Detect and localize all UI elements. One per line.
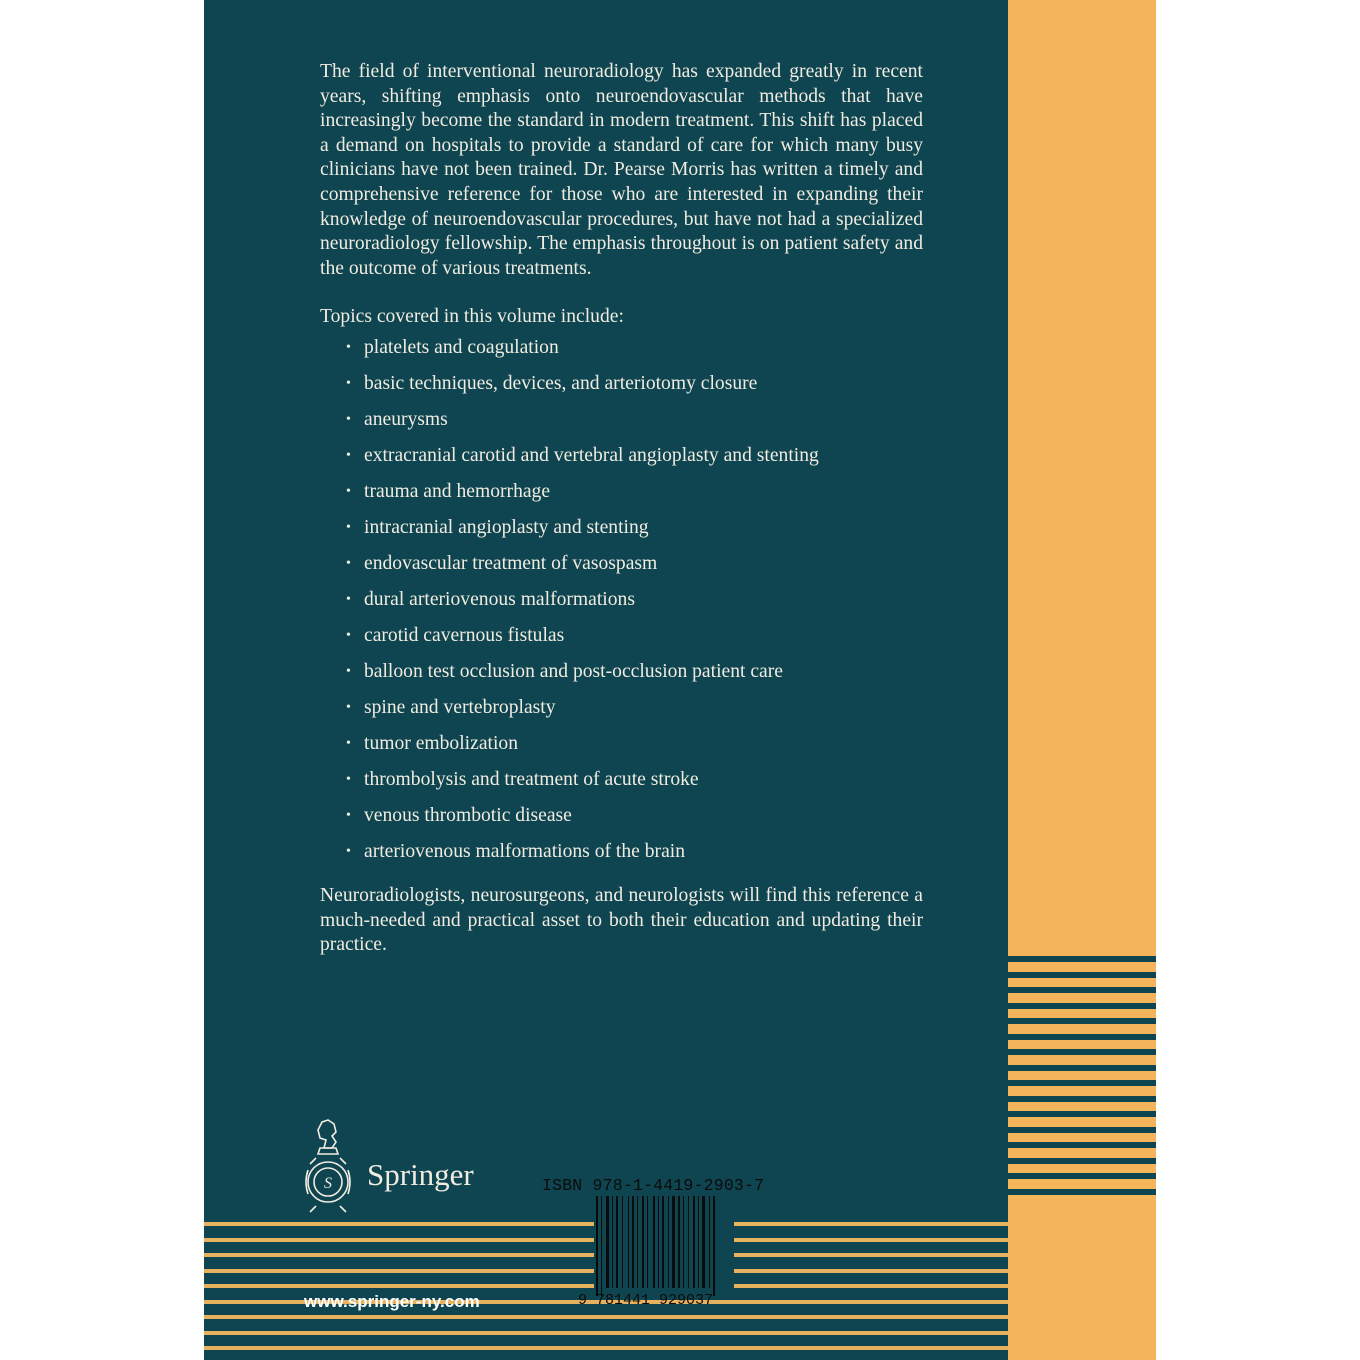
barcode-bar (668, 1196, 669, 1288)
barcode-bar (688, 1196, 689, 1288)
bullet-icon: • (346, 627, 351, 643)
topic-label: extracranial carotid and vertebral angioplasty and stenting (364, 444, 819, 466)
barcode-bar (672, 1196, 675, 1288)
bullet-icon: • (346, 843, 351, 859)
topic-item (320, 474, 923, 510)
bottom-stripe (204, 1331, 1008, 1335)
topics-heading: Topics covered in this volume include: (320, 306, 624, 328)
closing-paragraph: Neuroradiologists, neurosurgeons, and neurologists will find this reference a much-needed and practical asset to both their education and updating their practice. (320, 884, 923, 956)
accent-stripe (1008, 1142, 1156, 1148)
topic-label: carotid cavernous fistulas (364, 624, 565, 646)
accent-stripe (1008, 1049, 1156, 1055)
bottom-stripe (204, 1315, 1008, 1319)
barcode-bar (693, 1196, 695, 1288)
topic-item (320, 726, 923, 762)
barcode-bar (702, 1196, 705, 1288)
topic-label: venous thrombotic disease (364, 804, 572, 826)
barcode-bar (713, 1196, 715, 1296)
accent-stripe (1008, 987, 1156, 993)
bullet-icon: • (346, 483, 351, 499)
publisher-website: www.springer-ny.com (304, 1292, 480, 1311)
topic-label: trauma and hemorrhage (364, 480, 551, 502)
topic-item (320, 834, 923, 870)
topic-label: dural arteriovenous malformations (364, 588, 635, 610)
bullet-icon: • (346, 663, 351, 679)
barcode-bar (622, 1196, 623, 1288)
bullet-icon: • (346, 735, 351, 751)
accent-stripe (1008, 1003, 1156, 1009)
barcode-bar (662, 1196, 664, 1288)
barcode-bar (637, 1196, 638, 1288)
topic-item (320, 366, 923, 402)
svg-text:S: S (324, 1175, 332, 1192)
bullet-icon: • (346, 375, 351, 391)
bullet-icon: • (346, 699, 351, 715)
topic-item (320, 654, 923, 690)
barcode-digits: 9 781441 929037 (578, 1292, 714, 1309)
barcode-bar (683, 1196, 684, 1288)
publisher-name: Springer (367, 1157, 474, 1192)
topic-label: tumor embolization (364, 732, 518, 754)
bullet-icon: • (346, 591, 351, 607)
topic-item (320, 762, 923, 798)
bottom-stripe (204, 1346, 1008, 1350)
topic-label: platelets and coagulation (364, 336, 559, 358)
topic-item (320, 618, 923, 654)
topic-list (320, 330, 923, 870)
topic-label: balloon test occlusion and post-occlusion patient care (364, 660, 783, 682)
topic-label: thrombolysis and treatment of acute stroke (364, 768, 699, 790)
accent-stripe (1008, 1080, 1156, 1086)
barcode-bar (632, 1196, 634, 1288)
accent-stripe (1008, 1158, 1156, 1164)
barcode-bar (658, 1196, 659, 1288)
barcode-bar (628, 1196, 629, 1288)
intro-paragraph: The field of interventional neuroradiology has expanded greatly in recent years, shifting emphasis onto neuroendovascular methods that have increasingly become the standard in modern treatment. This shift has placed a demand on hospitals to provide a standard of care for which many busy clinicians have not been trained. Dr. Pearse Morris has written a timely and comprehensive reference for those who are interested in expanding their knowledge of neuroendovascular procedures, but have not had a specialized neuroradiology fellowship. The emphasis throughout is on patient safety and the outcome of various treatments. (320, 61, 923, 279)
bullet-icon: • (346, 807, 351, 823)
barcode-bar (698, 1196, 699, 1288)
topic-item (320, 582, 923, 618)
barcode-bar (653, 1196, 655, 1288)
barcode-bar (596, 1196, 598, 1296)
topic-item (320, 798, 923, 834)
accent-stripe (1008, 972, 1156, 978)
bullet-icon: • (346, 555, 351, 571)
bullet-icon: • (346, 771, 351, 787)
bullet-icon: • (346, 411, 351, 427)
topic-item (320, 330, 923, 366)
topic-label: basic techniques, devices, and arteriotomy closure (364, 372, 758, 394)
bullet-icon: • (346, 339, 351, 355)
accent-stripe (1008, 1096, 1156, 1102)
accent-stripe (1008, 1111, 1156, 1117)
book-back-cover (204, 0, 1156, 1360)
barcode-bar (606, 1196, 609, 1288)
barcode-bar (678, 1196, 680, 1288)
barcode-bar (642, 1196, 644, 1288)
accent-stripe (1008, 1189, 1156, 1195)
accent-band (1008, 0, 1156, 1360)
topic-item (320, 402, 923, 438)
accent-stripe (1008, 1173, 1156, 1179)
bullet-icon: • (346, 447, 351, 463)
topic-label: aneurysms (364, 408, 448, 430)
barcode-bar (647, 1196, 648, 1288)
topic-item (320, 438, 923, 474)
accent-stripe (1008, 1127, 1156, 1133)
accent-stripe (1008, 1034, 1156, 1040)
barcode-bar (601, 1196, 602, 1296)
barcode-bar (612, 1196, 613, 1288)
springer-knight-icon (302, 1118, 354, 1218)
barcode (594, 1196, 734, 1296)
topic-item (320, 510, 923, 546)
topic-item (320, 690, 923, 726)
topic-label: spine and vertebroplasty (364, 696, 556, 718)
isbn-label: ISBN 978-1-4419-2903-7 (542, 1176, 765, 1195)
topic-label: arteriovenous malformations of the brain (364, 840, 686, 862)
accent-stripe (1008, 1018, 1156, 1024)
blurb (320, 60, 923, 958)
accent-stripe (1008, 1065, 1156, 1071)
topic-label: endovascular treatment of vasospasm (364, 552, 658, 574)
barcode-bar (616, 1196, 618, 1288)
topic-label: intracranial angioplasty and stenting (364, 516, 649, 538)
accent-stripe (1008, 956, 1156, 962)
bullet-icon: • (346, 519, 351, 535)
barcode-bar (709, 1196, 710, 1288)
topic-item (320, 546, 923, 582)
